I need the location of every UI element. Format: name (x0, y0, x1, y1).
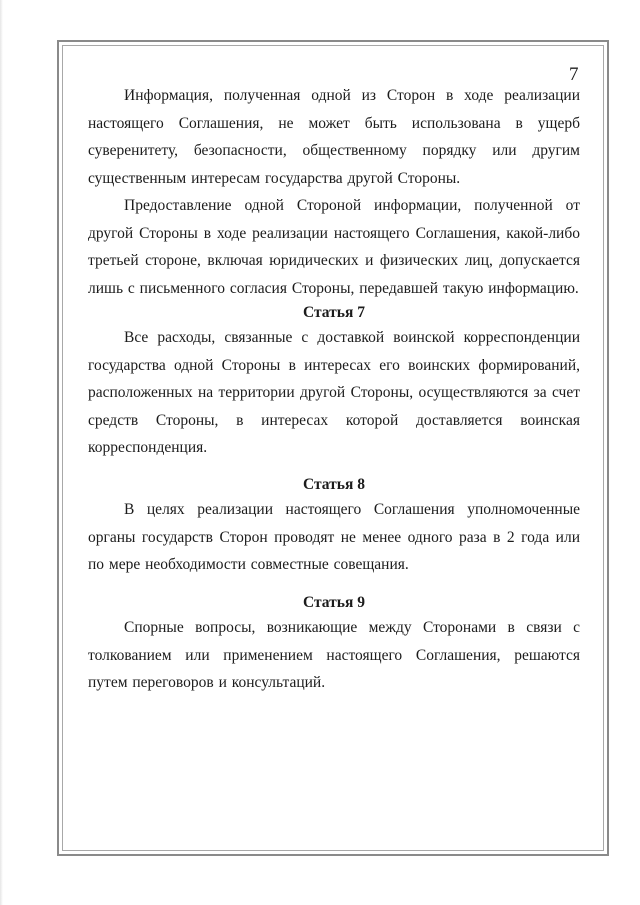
article-8-heading: Статья 8 (303, 476, 365, 493)
article-9 (88, 592, 580, 697)
article-7-heading: Статья 7 (303, 304, 365, 321)
page-number: 7 (569, 64, 579, 85)
article-8 (88, 474, 580, 579)
paragraph-third-party-disclosure: Предоставление одной Стороной информации, полученной от другой Стороны в ходе реализации настоящего Соглашения, какой-либо третьей стороне, включая юридических и физических лиц, допускается лишь с письменного согласия Стороны, передавшей такую информацию. (88, 197, 580, 297)
intro-section (88, 82, 580, 302)
article-8-text: В целях реализации настоящего Соглашения уполномоченные органы государств Сторон проводят не менее одного раза в 2 года или по мере необходимости совместные совещания. (88, 501, 580, 573)
article-7-text: Все расходы, связанные с доставкой воинской корреспонденции государства одной Стороны в интересах его воинских формирований, расположенных на территории другой Стороны, осуществляются за счет средств Стороны, в интересах которой доставляется воинская корреспонденция. (88, 329, 580, 456)
scan-edge-shadow (0, 0, 3, 905)
article-9-heading: Статья 9 (303, 594, 365, 611)
article-9-text: Спорные вопросы, возникающие между Сторонами в связи с толкованием или применением настоящего Соглашения, решаются путем переговоров и консультаций. (88, 619, 580, 691)
paragraph-information-use: Информация, полученная одной из Сторон в ходе реализации настоящего Соглашения, не может быть использована в ущерб суверенитету, безопасности, общественному порядку или другим существенным интересам государства другой Стороны. (88, 87, 580, 187)
article-7 (88, 302, 580, 462)
